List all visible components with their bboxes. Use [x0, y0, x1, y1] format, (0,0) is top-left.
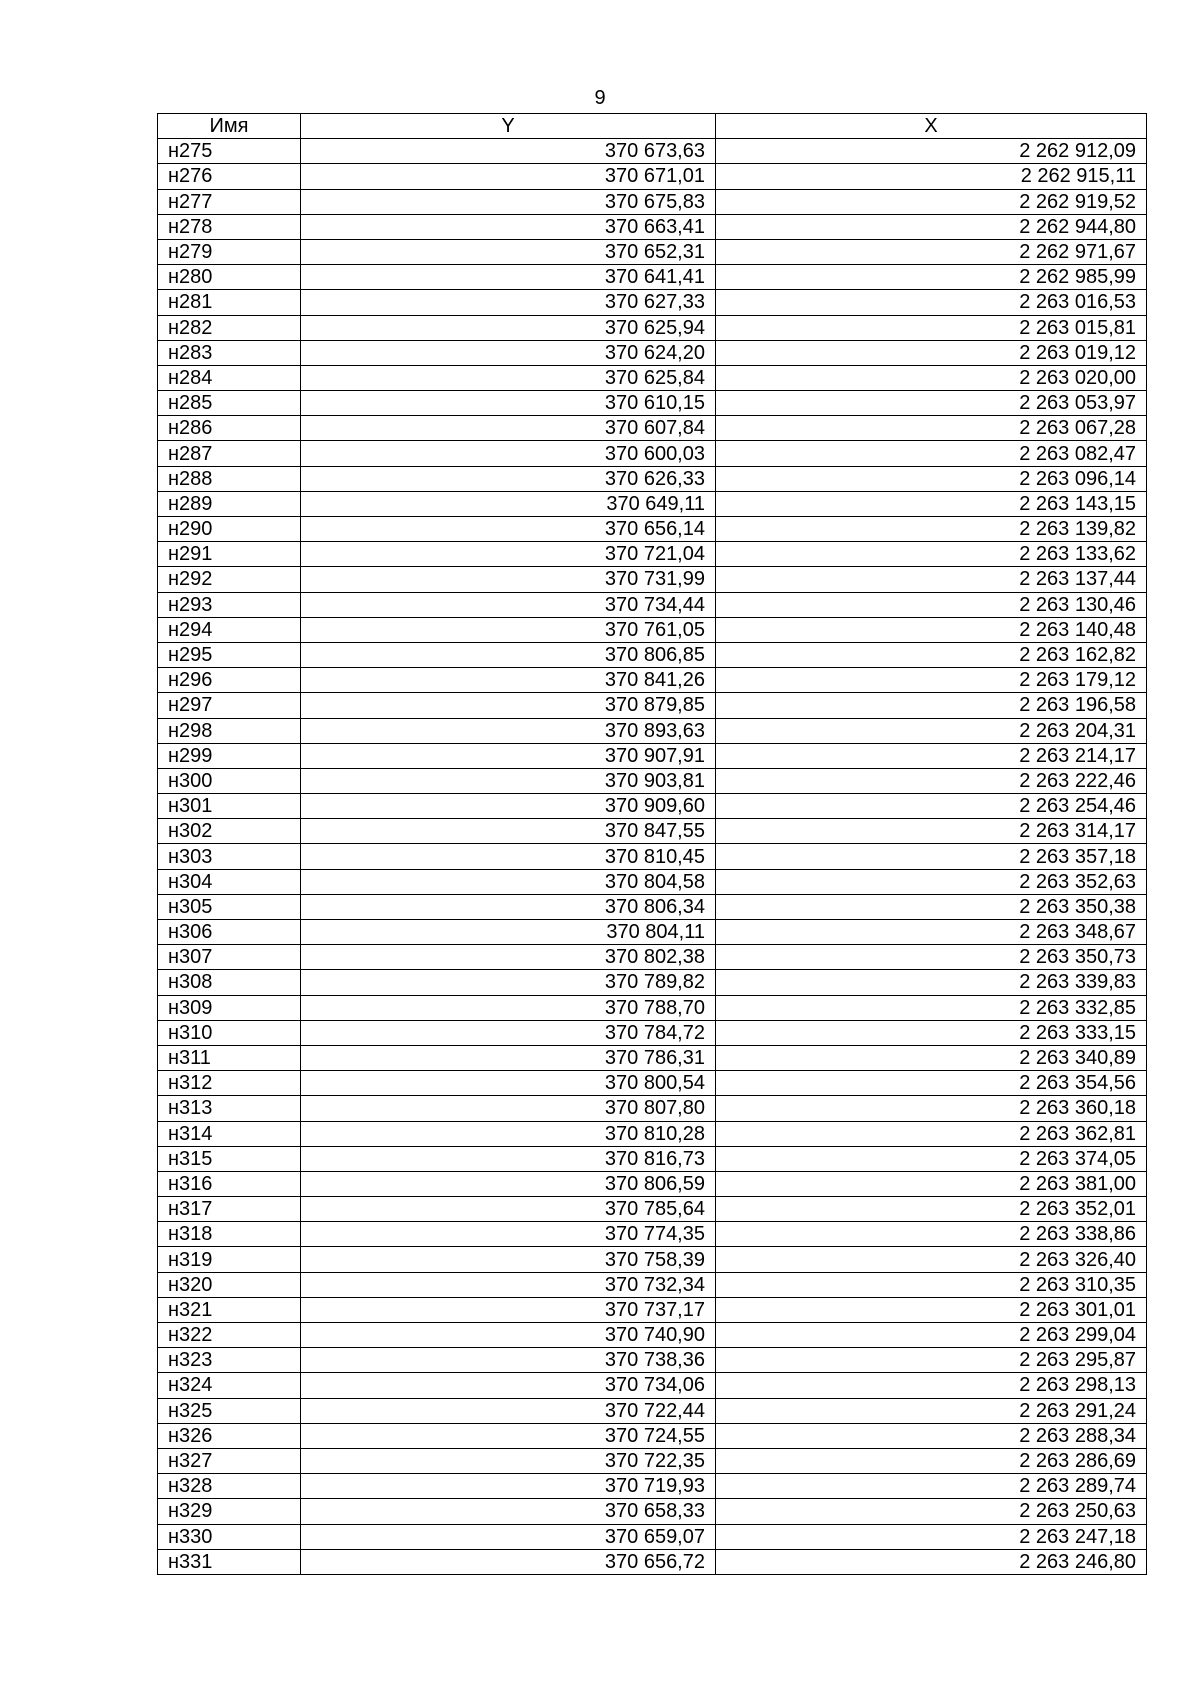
- cell-y: 370 893,63: [301, 718, 716, 743]
- cell-x: 2 263 288,34: [716, 1423, 1147, 1448]
- cell-name: н328: [158, 1474, 301, 1499]
- cell-x: 2 263 289,74: [716, 1474, 1147, 1499]
- cell-x: 2 262 919,52: [716, 189, 1147, 214]
- cell-x: 2 263 360,18: [716, 1096, 1147, 1121]
- cell-y: 370 731,99: [301, 567, 716, 592]
- cell-x: 2 263 338,86: [716, 1222, 1147, 1247]
- table-row: [158, 441, 1147, 466]
- cell-name: н289: [158, 491, 301, 516]
- cell-x: 2 263 096,14: [716, 466, 1147, 491]
- cell-y: 370 673,63: [301, 139, 716, 164]
- cell-x: 2 262 912,09: [716, 139, 1147, 164]
- cell-name: н307: [158, 945, 301, 970]
- cell-y: 370 656,72: [301, 1549, 716, 1574]
- table-row: [158, 592, 1147, 617]
- cell-x: 2 263 162,82: [716, 642, 1147, 667]
- header-y: Y: [301, 114, 716, 139]
- cell-name: н294: [158, 617, 301, 642]
- cell-y: 370 786,31: [301, 1045, 716, 1070]
- cell-name: н281: [158, 290, 301, 315]
- cell-x: 2 263 340,89: [716, 1045, 1147, 1070]
- cell-y: 370 903,81: [301, 768, 716, 793]
- cell-y: 370 785,64: [301, 1197, 716, 1222]
- cell-x: 2 263 179,12: [716, 668, 1147, 693]
- cell-name: н313: [158, 1096, 301, 1121]
- cell-x: 2 263 246,80: [716, 1549, 1147, 1574]
- cell-y: 370 909,60: [301, 794, 716, 819]
- cell-name: н312: [158, 1071, 301, 1096]
- cell-y: 370 626,33: [301, 466, 716, 491]
- cell-x: 2 263 015,81: [716, 315, 1147, 340]
- cell-y: 370 600,03: [301, 441, 716, 466]
- cell-y: 370 719,93: [301, 1474, 716, 1499]
- cell-y: 370 761,05: [301, 617, 716, 642]
- table-row: [158, 340, 1147, 365]
- cell-x: 2 263 357,18: [716, 844, 1147, 869]
- table-row: [158, 1549, 1147, 1574]
- cell-name: н290: [158, 517, 301, 542]
- table-row: [158, 391, 1147, 416]
- cell-name: н322: [158, 1323, 301, 1348]
- cell-x: 2 263 247,18: [716, 1524, 1147, 1549]
- cell-x: 2 263 286,69: [716, 1448, 1147, 1473]
- cell-x: 2 262 971,67: [716, 239, 1147, 264]
- cell-name: н308: [158, 970, 301, 995]
- table-row: [158, 894, 1147, 919]
- table-row: [158, 214, 1147, 239]
- cell-y: 370 652,31: [301, 239, 716, 264]
- cell-name: н282: [158, 315, 301, 340]
- cell-y: 370 758,39: [301, 1247, 716, 1272]
- cell-name: н309: [158, 995, 301, 1020]
- cell-x: 2 263 352,01: [716, 1197, 1147, 1222]
- table-row: [158, 693, 1147, 718]
- cell-y: 370 804,11: [301, 920, 716, 945]
- table-row: [158, 819, 1147, 844]
- table-row: [158, 239, 1147, 264]
- cell-name: н327: [158, 1448, 301, 1473]
- cell-y: 370 847,55: [301, 819, 716, 844]
- cell-name: н324: [158, 1373, 301, 1398]
- cell-name: н278: [158, 214, 301, 239]
- cell-x: 2 263 298,13: [716, 1373, 1147, 1398]
- cell-name: н292: [158, 567, 301, 592]
- cell-x: 2 263 222,46: [716, 768, 1147, 793]
- cell-y: 370 804,58: [301, 869, 716, 894]
- cell-name: н317: [158, 1197, 301, 1222]
- cell-x: 2 263 053,97: [716, 391, 1147, 416]
- table-row: [158, 1247, 1147, 1272]
- cell-x: 2 263 250,63: [716, 1499, 1147, 1524]
- cell-name: н304: [158, 869, 301, 894]
- cell-x: 2 263 333,15: [716, 1020, 1147, 1045]
- cell-name: н311: [158, 1045, 301, 1070]
- cell-name: н325: [158, 1398, 301, 1423]
- cell-x: 2 263 326,40: [716, 1247, 1147, 1272]
- cell-name: н291: [158, 542, 301, 567]
- cell-y: 370 816,73: [301, 1146, 716, 1171]
- cell-y: 370 789,82: [301, 970, 716, 995]
- table-row: [158, 1071, 1147, 1096]
- cell-name: н323: [158, 1348, 301, 1373]
- cell-x: 2 263 381,00: [716, 1171, 1147, 1196]
- cell-x: 2 263 133,62: [716, 542, 1147, 567]
- table-row: [158, 164, 1147, 189]
- table-row: [158, 844, 1147, 869]
- cell-y: 370 671,01: [301, 164, 716, 189]
- cell-x: 2 263 204,31: [716, 718, 1147, 743]
- cell-name: н316: [158, 1171, 301, 1196]
- header-row: [158, 114, 1147, 139]
- table-row: [158, 1423, 1147, 1448]
- cell-y: 370 907,91: [301, 743, 716, 768]
- table-row: [158, 768, 1147, 793]
- cell-y: 370 734,06: [301, 1373, 716, 1398]
- header-name: Имя: [158, 114, 301, 139]
- table-row: [158, 1373, 1147, 1398]
- cell-name: н331: [158, 1549, 301, 1574]
- cell-x: 2 263 196,58: [716, 693, 1147, 718]
- cell-x: 2 263 139,82: [716, 517, 1147, 542]
- cell-name: н285: [158, 391, 301, 416]
- cell-y: 370 800,54: [301, 1071, 716, 1096]
- cell-y: 370 806,85: [301, 642, 716, 667]
- table-row: [158, 416, 1147, 441]
- cell-name: н280: [158, 265, 301, 290]
- cell-y: 370 721,04: [301, 542, 716, 567]
- table-row: [158, 1448, 1147, 1473]
- cell-name: н277: [158, 189, 301, 214]
- table-row: [158, 1121, 1147, 1146]
- table-row: [158, 1222, 1147, 1247]
- table-row: [158, 1524, 1147, 1549]
- cell-x: 2 263 299,04: [716, 1323, 1147, 1348]
- cell-x: 2 263 374,05: [716, 1146, 1147, 1171]
- table-row: [158, 491, 1147, 516]
- cell-name: н301: [158, 794, 301, 819]
- cell-x: 2 263 348,67: [716, 920, 1147, 945]
- cell-x: 2 263 020,00: [716, 365, 1147, 390]
- table-row: [158, 567, 1147, 592]
- cell-y: 370 649,11: [301, 491, 716, 516]
- table-row: [158, 1045, 1147, 1070]
- cell-y: 370 627,33: [301, 290, 716, 315]
- cell-name: н276: [158, 164, 301, 189]
- cell-y: 370 807,80: [301, 1096, 716, 1121]
- table-row: [158, 1499, 1147, 1524]
- cell-y: 370 806,59: [301, 1171, 716, 1196]
- cell-name: н321: [158, 1297, 301, 1322]
- cell-name: н326: [158, 1423, 301, 1448]
- table-row: [158, 869, 1147, 894]
- table-row: [158, 1096, 1147, 1121]
- coordinates-table: [157, 113, 1147, 1575]
- cell-name: н286: [158, 416, 301, 441]
- cell-name: н310: [158, 1020, 301, 1045]
- table-row: [158, 139, 1147, 164]
- cell-x: 2 262 915,11: [716, 164, 1147, 189]
- cell-x: 2 263 301,01: [716, 1297, 1147, 1322]
- cell-name: н295: [158, 642, 301, 667]
- cell-x: 2 263 291,24: [716, 1398, 1147, 1423]
- cell-y: 370 625,94: [301, 315, 716, 340]
- cell-name: н320: [158, 1272, 301, 1297]
- cell-x: 2 263 019,12: [716, 340, 1147, 365]
- table-row: [158, 517, 1147, 542]
- table-row: [158, 1197, 1147, 1222]
- cell-x: 2 263 016,53: [716, 290, 1147, 315]
- table-row: [158, 718, 1147, 743]
- table-row: [158, 617, 1147, 642]
- cell-y: 370 734,44: [301, 592, 716, 617]
- table-row: [158, 920, 1147, 945]
- table-row: [158, 642, 1147, 667]
- cell-x: 2 263 350,73: [716, 945, 1147, 970]
- cell-y: 370 722,35: [301, 1448, 716, 1473]
- table-header: [158, 114, 1147, 139]
- table-row: [158, 1272, 1147, 1297]
- cell-y: 370 774,35: [301, 1222, 716, 1247]
- table-row: [158, 995, 1147, 1020]
- cell-x: 2 263 130,46: [716, 592, 1147, 617]
- cell-name: н306: [158, 920, 301, 945]
- table-row: [158, 743, 1147, 768]
- cell-y: 370 737,17: [301, 1297, 716, 1322]
- cell-x: 2 263 082,47: [716, 441, 1147, 466]
- table-row: [158, 1323, 1147, 1348]
- cell-x: 2 262 985,99: [716, 265, 1147, 290]
- cell-y: 370 722,44: [301, 1398, 716, 1423]
- table-row: [158, 542, 1147, 567]
- cell-x: 2 263 295,87: [716, 1348, 1147, 1373]
- cell-y: 370 724,55: [301, 1423, 716, 1448]
- table-row: [158, 794, 1147, 819]
- cell-name: н299: [158, 743, 301, 768]
- cell-y: 370 663,41: [301, 214, 716, 239]
- cell-y: 370 625,84: [301, 365, 716, 390]
- cell-y: 370 658,33: [301, 1499, 716, 1524]
- cell-name: н302: [158, 819, 301, 844]
- table-row: [158, 1398, 1147, 1423]
- cell-y: 370 675,83: [301, 189, 716, 214]
- cell-y: 370 810,45: [301, 844, 716, 869]
- cell-y: 370 732,34: [301, 1272, 716, 1297]
- table-row: [158, 1474, 1147, 1499]
- cell-y: 370 841,26: [301, 668, 716, 693]
- cell-x: 2 263 140,48: [716, 617, 1147, 642]
- table-body: [158, 139, 1147, 1575]
- cell-name: н293: [158, 592, 301, 617]
- cell-name: н288: [158, 466, 301, 491]
- cell-x: 2 263 354,56: [716, 1071, 1147, 1096]
- cell-name: н300: [158, 768, 301, 793]
- cell-name: н297: [158, 693, 301, 718]
- cell-name: н305: [158, 894, 301, 919]
- cell-y: 370 607,84: [301, 416, 716, 441]
- cell-x: 2 263 352,63: [716, 869, 1147, 894]
- cell-y: 370 806,34: [301, 894, 716, 919]
- cell-y: 370 641,41: [301, 265, 716, 290]
- cell-x: 2 263 137,44: [716, 567, 1147, 592]
- cell-x: 2 263 339,83: [716, 970, 1147, 995]
- cell-name: н279: [158, 239, 301, 264]
- cell-y: 370 784,72: [301, 1020, 716, 1045]
- cell-name: н319: [158, 1247, 301, 1272]
- cell-name: н314: [158, 1121, 301, 1146]
- table-row: [158, 315, 1147, 340]
- cell-x: 2 263 143,15: [716, 491, 1147, 516]
- table-row: [158, 1146, 1147, 1171]
- cell-x: 2 263 362,81: [716, 1121, 1147, 1146]
- cell-x: 2 263 350,38: [716, 894, 1147, 919]
- cell-y: 370 656,14: [301, 517, 716, 542]
- header-x: X: [716, 114, 1147, 139]
- cell-name: н287: [158, 441, 301, 466]
- cell-name: н298: [158, 718, 301, 743]
- cell-name: н330: [158, 1524, 301, 1549]
- table-row: [158, 1020, 1147, 1045]
- cell-y: 370 610,15: [301, 391, 716, 416]
- table-row: [158, 945, 1147, 970]
- table-row: [158, 466, 1147, 491]
- cell-x: 2 263 254,46: [716, 794, 1147, 819]
- table-row: [158, 1171, 1147, 1196]
- table-row: [158, 668, 1147, 693]
- cell-name: н284: [158, 365, 301, 390]
- table-row: [158, 1297, 1147, 1322]
- table-row: [158, 1348, 1147, 1373]
- cell-name: н318: [158, 1222, 301, 1247]
- cell-x: 2 263 314,17: [716, 819, 1147, 844]
- cell-y: 370 659,07: [301, 1524, 716, 1549]
- cell-x: 2 263 310,35: [716, 1272, 1147, 1297]
- cell-x: 2 263 332,85: [716, 995, 1147, 1020]
- cell-y: 370 810,28: [301, 1121, 716, 1146]
- cell-name: н283: [158, 340, 301, 365]
- cell-name: н296: [158, 668, 301, 693]
- table-row: [158, 365, 1147, 390]
- cell-name: н303: [158, 844, 301, 869]
- cell-y: 370 738,36: [301, 1348, 716, 1373]
- cell-name: н315: [158, 1146, 301, 1171]
- table-row: [158, 265, 1147, 290]
- cell-y: 370 879,85: [301, 693, 716, 718]
- cell-y: 370 740,90: [301, 1323, 716, 1348]
- table-row: [158, 290, 1147, 315]
- cell-x: 2 263 214,17: [716, 743, 1147, 768]
- cell-y: 370 624,20: [301, 340, 716, 365]
- cell-name: н329: [158, 1499, 301, 1524]
- table-row: [158, 970, 1147, 995]
- table-row: [158, 189, 1147, 214]
- cell-x: 2 262 944,80: [716, 214, 1147, 239]
- cell-y: 370 802,38: [301, 945, 716, 970]
- page-number: 9: [594, 87, 606, 109]
- cell-y: 370 788,70: [301, 995, 716, 1020]
- cell-x: 2 263 067,28: [716, 416, 1147, 441]
- cell-name: н275: [158, 139, 301, 164]
